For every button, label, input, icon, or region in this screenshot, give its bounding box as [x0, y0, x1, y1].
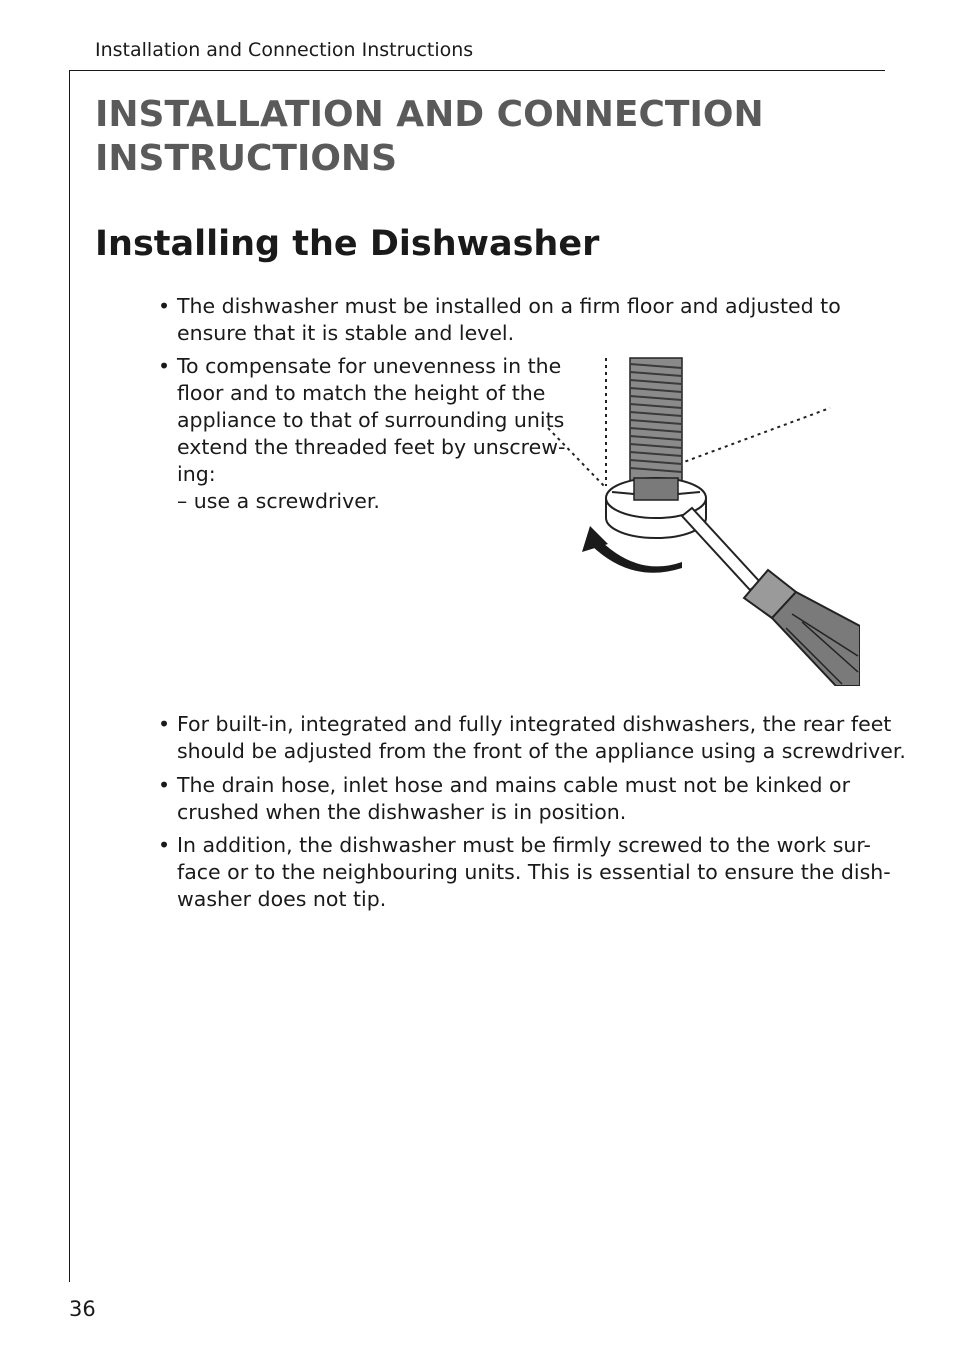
- running-header: Installation and Connection Instructions: [95, 39, 474, 61]
- page-number: 36: [69, 1297, 96, 1321]
- bullet-threaded-feet: [158, 353, 565, 515]
- bullet-marker: •: [158, 354, 171, 378]
- bullet-line: To compensate for unevenness in the: [177, 354, 562, 378]
- bullet-screw-fix: [158, 832, 891, 913]
- bullet-line: – use a screwdriver.: [177, 489, 380, 513]
- bullet-line: washer does not tip.: [177, 887, 387, 911]
- bullet-line: floor and to match the height of the: [177, 381, 546, 405]
- rod-collar: [634, 478, 678, 500]
- bullet-line: extend the threaded feet by unscrew-: [177, 435, 566, 459]
- bullet-line: In addition, the dishwasher must be firmly screwed to the work sur-: [177, 833, 871, 857]
- bullet-line: should be adjusted from the front of the appliance using a screwdriver.: [177, 739, 906, 763]
- margin-rule: [69, 70, 70, 1282]
- bullet-marker: •: [158, 294, 171, 318]
- section-title-line2: INSTRUCTIONS: [95, 138, 397, 179]
- bullet-rear-feet: [158, 711, 906, 765]
- page-heading: Installing the Dishwasher: [95, 224, 600, 264]
- bullet-marker: •: [158, 833, 171, 857]
- screwdriver-handle: [772, 592, 860, 686]
- bullet-firm-floor: [158, 293, 841, 347]
- bullet-line: For built-in, integrated and fully integrated dishwashers, the rear feet: [177, 712, 892, 736]
- foot-adjustment-illustration: [546, 356, 860, 686]
- bullet-line: face or to the neighbouring units. This is essential to ensure the dish-: [177, 860, 891, 884]
- bullet-line: The dishwasher must be installed on a firm floor and adjusted to: [177, 294, 841, 318]
- bullet-line: crushed when the dishwasher is in position.: [177, 800, 627, 824]
- section-title: [95, 93, 855, 181]
- bullet-line: The drain hose, inlet hose and mains cable must not be kinked or: [177, 773, 851, 797]
- header-rule: [69, 70, 885, 71]
- guide-line-left: [548, 428, 606, 488]
- bullet-hoses: [158, 772, 850, 826]
- section-title-line1: INSTALLATION AND CONNECTION: [95, 94, 764, 135]
- bullet-line: appliance to that of surrounding units: [177, 408, 565, 432]
- bullet-line: ing:: [177, 462, 216, 486]
- screwdriver-shaft: [682, 508, 760, 590]
- bullet-line: ensure that it is stable and level.: [177, 321, 515, 345]
- bullet-marker: •: [158, 712, 171, 736]
- bullet-marker: •: [158, 773, 171, 797]
